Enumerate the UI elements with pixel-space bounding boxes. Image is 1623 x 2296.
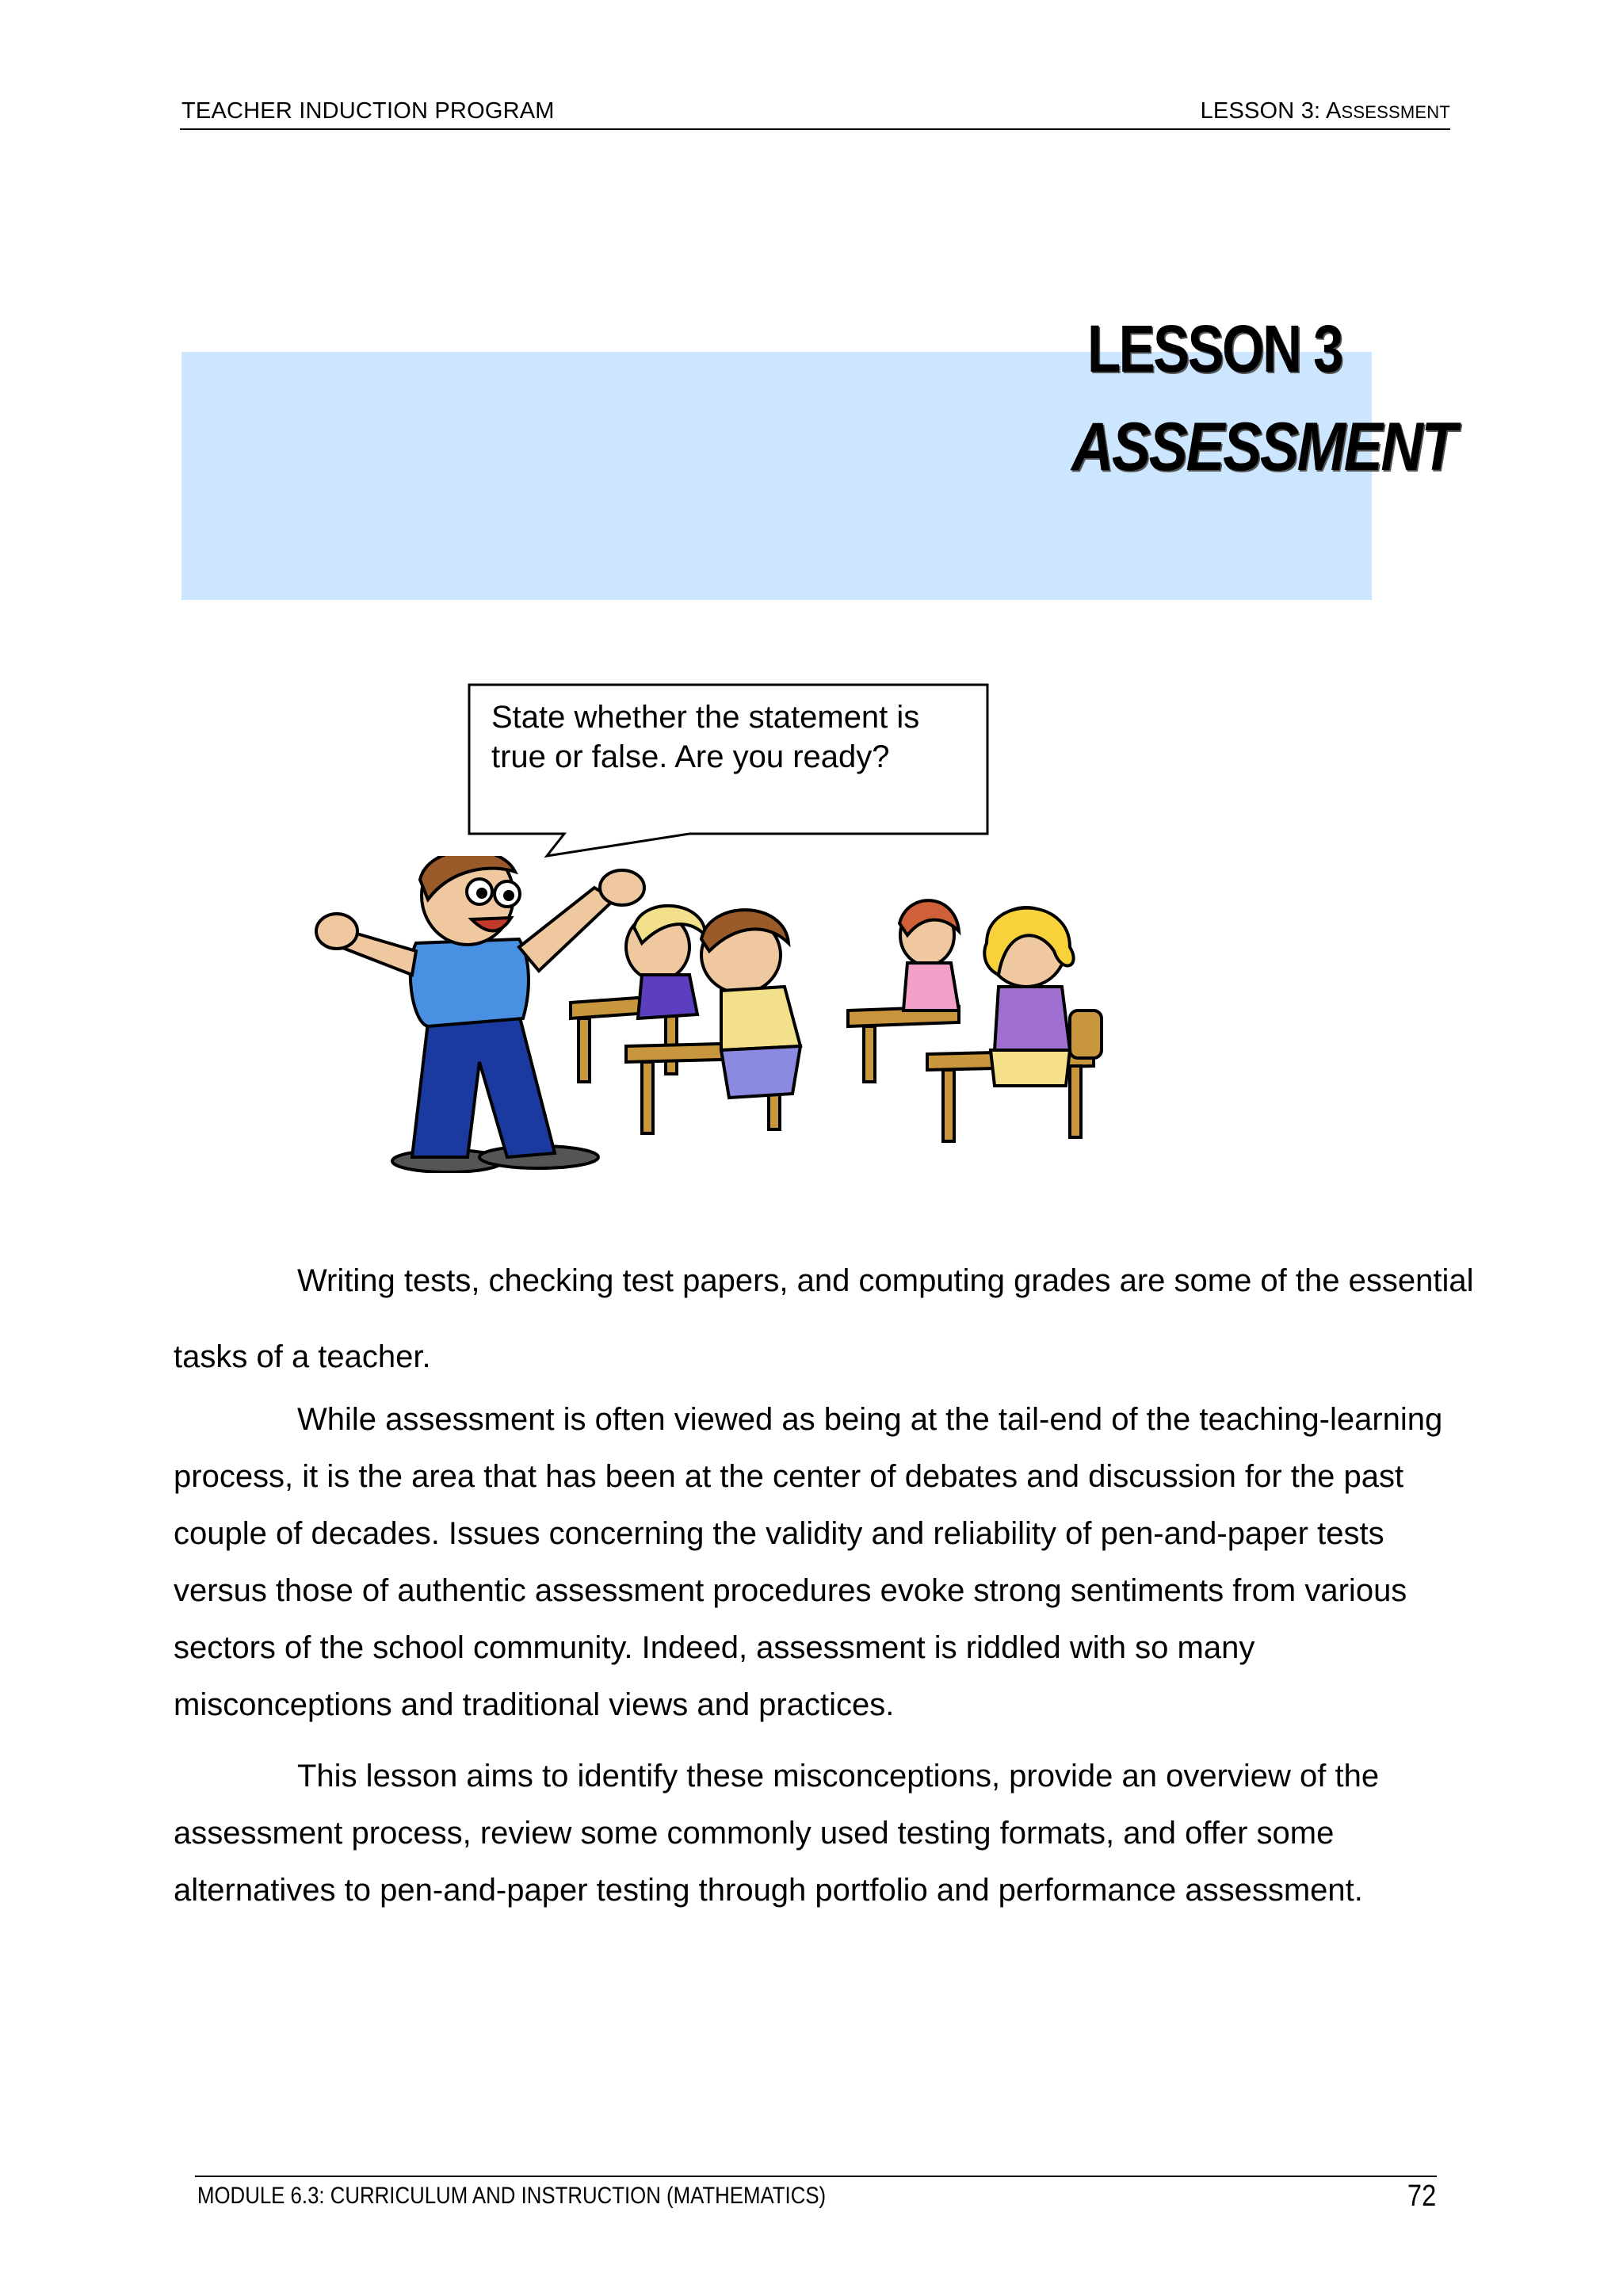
- footer-rule: [195, 2176, 1437, 2177]
- paragraph-2-text: While assessment is often viewed as being at the tail-end of the teaching-learning process, it is the area that has been at the center of debates and discussion for the past couple of decades. Issues concerning the validity and reliability of pen-and-paper tests versus those of authentic assessment procedures evoke strong sentiments from various sectors of the school community. Indeed, assessment is riddled with so many misconceptions and traditional views and practices.: [174, 1402, 1443, 1722]
- lesson-number: LESSON 3: [1087, 311, 1342, 386]
- header-lesson-smallcaps: SSESSMENT: [1341, 102, 1450, 122]
- running-header-left: TEACHER INDUCTION PROGRAM: [181, 98, 555, 124]
- students: [626, 900, 1074, 1098]
- running-header-right: [1201, 98, 1450, 124]
- paragraph-3: [174, 1748, 1481, 1919]
- header-lesson-label: LESSON 3: A: [1200, 98, 1342, 124]
- lesson-title: ASSESSMENT: [1071, 409, 1455, 485]
- paragraph-1: [174, 1243, 1481, 1395]
- footer-page-number: 72: [1407, 2179, 1436, 2213]
- paragraph-2: [174, 1391, 1481, 1733]
- footer-module-title: MODULE 6.3: CURRICULUM AND INSTRUCTION (MATHEMATICS): [197, 2183, 827, 2209]
- paragraph-3-text: This lesson aims to identify these misconceptions, provide an overview of the assessment process, review some commonly used testing formats, and offer some alternatives to pen-and-paper testing through portfolio and performance assessment.: [174, 1759, 1380, 1908]
- classroom-cartoon-illustration: [309, 856, 1212, 1173]
- paragraph-1-text: Writing tests, checking test papers, and computing grades are some of the essential tasks of a teacher.: [174, 1263, 1474, 1374]
- speech-bubble-text: State whether the statement is true or false. Are you ready?: [491, 700, 920, 774]
- header-rule: [180, 128, 1450, 130]
